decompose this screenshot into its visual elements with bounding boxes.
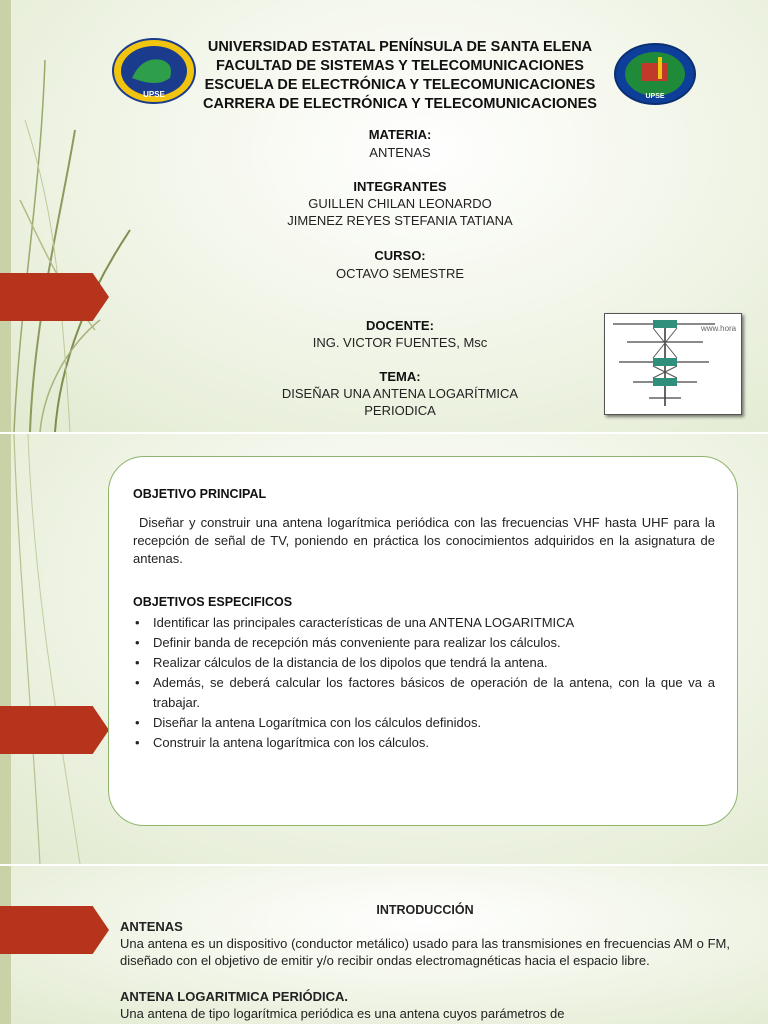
upse-logo-left-text: UPSE <box>143 90 165 99</box>
intro-title: INTRODUCCIÓN <box>376 903 474 917</box>
university-header <box>120 38 680 114</box>
accent-arrow <box>0 906 109 954</box>
list-item: • Diseñar la antena Logarítmica con los cálculos definidos. <box>133 713 715 733</box>
list-item: • Realizar cálculos de la distancia de los dipolos que tendrá la antena. <box>133 653 715 673</box>
list-item: • Identificar las principales características de una ANTENA LOGARITMICA <box>133 613 715 633</box>
integrante-1: GUILLEN CHILAN LEONARDO <box>308 196 492 211</box>
antenas-subtitle: ANTENAS <box>120 919 183 934</box>
header-line-1: UNIVERSIDAD ESTATAL PENÍNSULA DE SANTA ELENA <box>207 39 593 55</box>
accent-arrow <box>0 706 109 754</box>
materia-value: ANTENAS <box>369 145 431 160</box>
image-caption: www.hora <box>701 324 737 333</box>
objetivo-principal-text: Diseñar y construir una antena logarítmica periódica con las frecuencias VHF hasta UHF para la recepción de señal de TV, poniendo en práctica los conocimientos adquiridos en la asignatura de antenas. <box>133 515 715 566</box>
introduction-slide <box>0 866 768 1024</box>
list-item: • Además, se deberá calcular los factores básicos de operación de la antena, con la que va a trabajar. <box>133 673 715 713</box>
curso-label: CURSO: <box>374 248 426 263</box>
list-item: • Definir banda de recepción más conveniente para realizar los cálculos. <box>133 633 715 653</box>
upse-logo-right-text: UPSE <box>645 93 665 100</box>
objectives-slide <box>0 434 768 864</box>
docente-value: ING. VICTOR FUENTES, Msc <box>312 335 488 350</box>
tema-label: TEMA: <box>379 369 421 384</box>
antena-logaritmica-text: Una antena de tipo logarítmica periódica es una antena cuyos parámetros de <box>120 1006 565 1021</box>
header-line-3: ESCUELA DE ELECTRÓNICA Y TELECOMUNICACIONES <box>204 77 596 93</box>
tema-line-1: DISEÑAR UNA ANTENA LOGARÍTMICA <box>281 386 519 401</box>
tema-line-2: PERIODICA <box>364 403 436 418</box>
curso-value: OCTAVO SEMESTRE <box>335 266 465 281</box>
objetivo-principal-title: OBJETIVO PRINCIPAL <box>133 487 267 501</box>
integrantes-label: INTEGRANTES <box>353 179 447 194</box>
objectives-box <box>108 456 738 826</box>
cover-slide <box>0 0 768 432</box>
docente-label: DOCENTE: <box>366 318 434 333</box>
objetivos-especificos-list <box>133 613 715 753</box>
header-line-4: CARRERA DE ELECTRÓNICA Y TELECOMUNICACIONES <box>203 96 597 112</box>
materia-label: MATERIA: <box>368 127 432 142</box>
antena-logaritmica-subtitle: ANTENA LOGARITMICA PERIÓDICA. <box>120 989 348 1004</box>
antenas-text: Una antena es un dispositivo (conductor metálico) usado para las transmisiones en frecuencias AM o FM, diseñado con el objetivo de emitir y/o recibir ondas electromagnéticas hacia el espacio libre. <box>120 936 730 968</box>
objetivos-especificos-title: OBJETIVOS ESPECIFICOS <box>133 595 293 609</box>
integrante-2: JIMENEZ REYES STEFANIA TATIANA <box>287 213 513 228</box>
accent-arrow <box>0 273 109 321</box>
antenna-image <box>604 313 742 415</box>
list-item: • Construir la antena logarítmica con los cálculos. <box>133 733 715 753</box>
header-line-2: FACULTAD DE SISTEMAS Y TELECOMUNICACIONES <box>216 58 584 74</box>
